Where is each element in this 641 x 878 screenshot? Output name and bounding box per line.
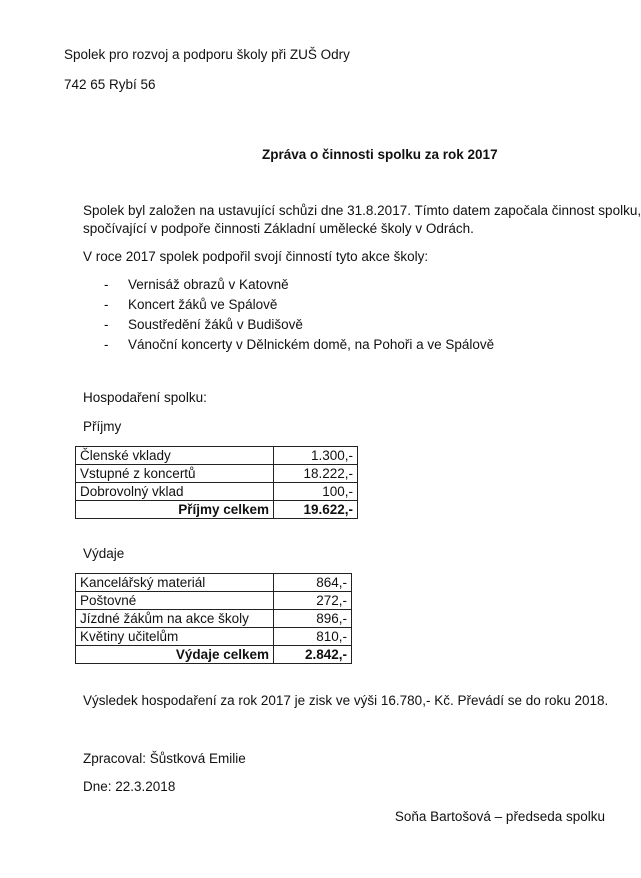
- table-row: [76, 574, 352, 592]
- list-item: - Koncert žáků ve Spálově: [104, 297, 278, 312]
- supported-actions-list: [104, 277, 494, 357]
- expenses-total-value: 2.842,-: [274, 646, 352, 664]
- intro-line-1: Spolek byl založen na ustavující schůzi dne 31.8.2017. Tímto datem započala činnost spolku,: [83, 203, 641, 218]
- income-value: 1.300,-: [274, 447, 358, 465]
- report-date: Dne: 22.3.2018: [83, 779, 176, 794]
- income-label: Vstupné z koncertů: [76, 465, 274, 483]
- prepared-by: Zpracoval: Šůstková Emilie: [83, 751, 246, 766]
- table-row: [76, 592, 352, 610]
- financial-result: Výsledek hospodaření za rok 2017 je zisk ve výši 16.780,- Kč. Převádí se do roku 2018.: [83, 693, 609, 708]
- income-total-label: Příjmy celkem: [76, 501, 274, 519]
- report-title: Zpráva o činnosti spolku za rok 2017: [262, 147, 498, 162]
- expense-label: Poštovné: [76, 592, 274, 610]
- table-row: [76, 447, 358, 465]
- expense-value: 896,-: [274, 610, 352, 628]
- expenses-heading: Výdaje: [83, 546, 125, 561]
- finance-heading: Hospodaření spolku:: [83, 390, 207, 405]
- expense-label: Jízdné žákům na akce školy: [76, 610, 274, 628]
- expenses-total-row: [76, 646, 352, 664]
- expense-label: Květiny učitelům: [76, 628, 274, 646]
- expense-value: 864,-: [274, 574, 352, 592]
- table-row: [76, 628, 352, 646]
- table-row: [76, 483, 358, 501]
- income-label: Dobrovolný vklad: [76, 483, 274, 501]
- list-item: - Vánoční koncerty v Dělnickém domě, na Pohoři a ve Spálově: [104, 337, 495, 352]
- expenses-total-label: Výdaje celkem: [76, 646, 274, 664]
- intro-line-2: spočívající v podpoře činnosti Základní umělecké školy v Odrách.: [83, 221, 474, 236]
- table-row: [76, 610, 352, 628]
- income-label: Členské vklady: [76, 447, 274, 465]
- expense-value: 272,-: [274, 592, 352, 610]
- expense-label: Kancelářský materiál: [76, 574, 274, 592]
- income-total-row: [76, 501, 358, 519]
- expenses-table: [75, 573, 352, 664]
- income-value: 100,-: [274, 483, 358, 501]
- list-item: - Soustředění žáků v Budišově: [104, 317, 303, 332]
- support-intro: V roce 2017 spolek podpořil svojí činností tyto akce školy:: [83, 249, 429, 264]
- table-row: [76, 465, 358, 483]
- income-table: [75, 446, 358, 519]
- income-value: 18.222,-: [274, 465, 358, 483]
- income-total-value: 19.622,-: [274, 501, 358, 519]
- organization-name: Spolek pro rozvoj a podporu školy při ZUŠ Odry: [64, 47, 350, 62]
- signature-line: Soňa Bartošová – předseda spolku: [394, 809, 605, 824]
- income-heading: Příjmy: [83, 419, 122, 434]
- list-item: - Vernisáž obrazů v Katovně: [104, 277, 289, 292]
- organization-address: 742 65 Rybí 56: [64, 77, 156, 92]
- expense-value: 810,-: [274, 628, 352, 646]
